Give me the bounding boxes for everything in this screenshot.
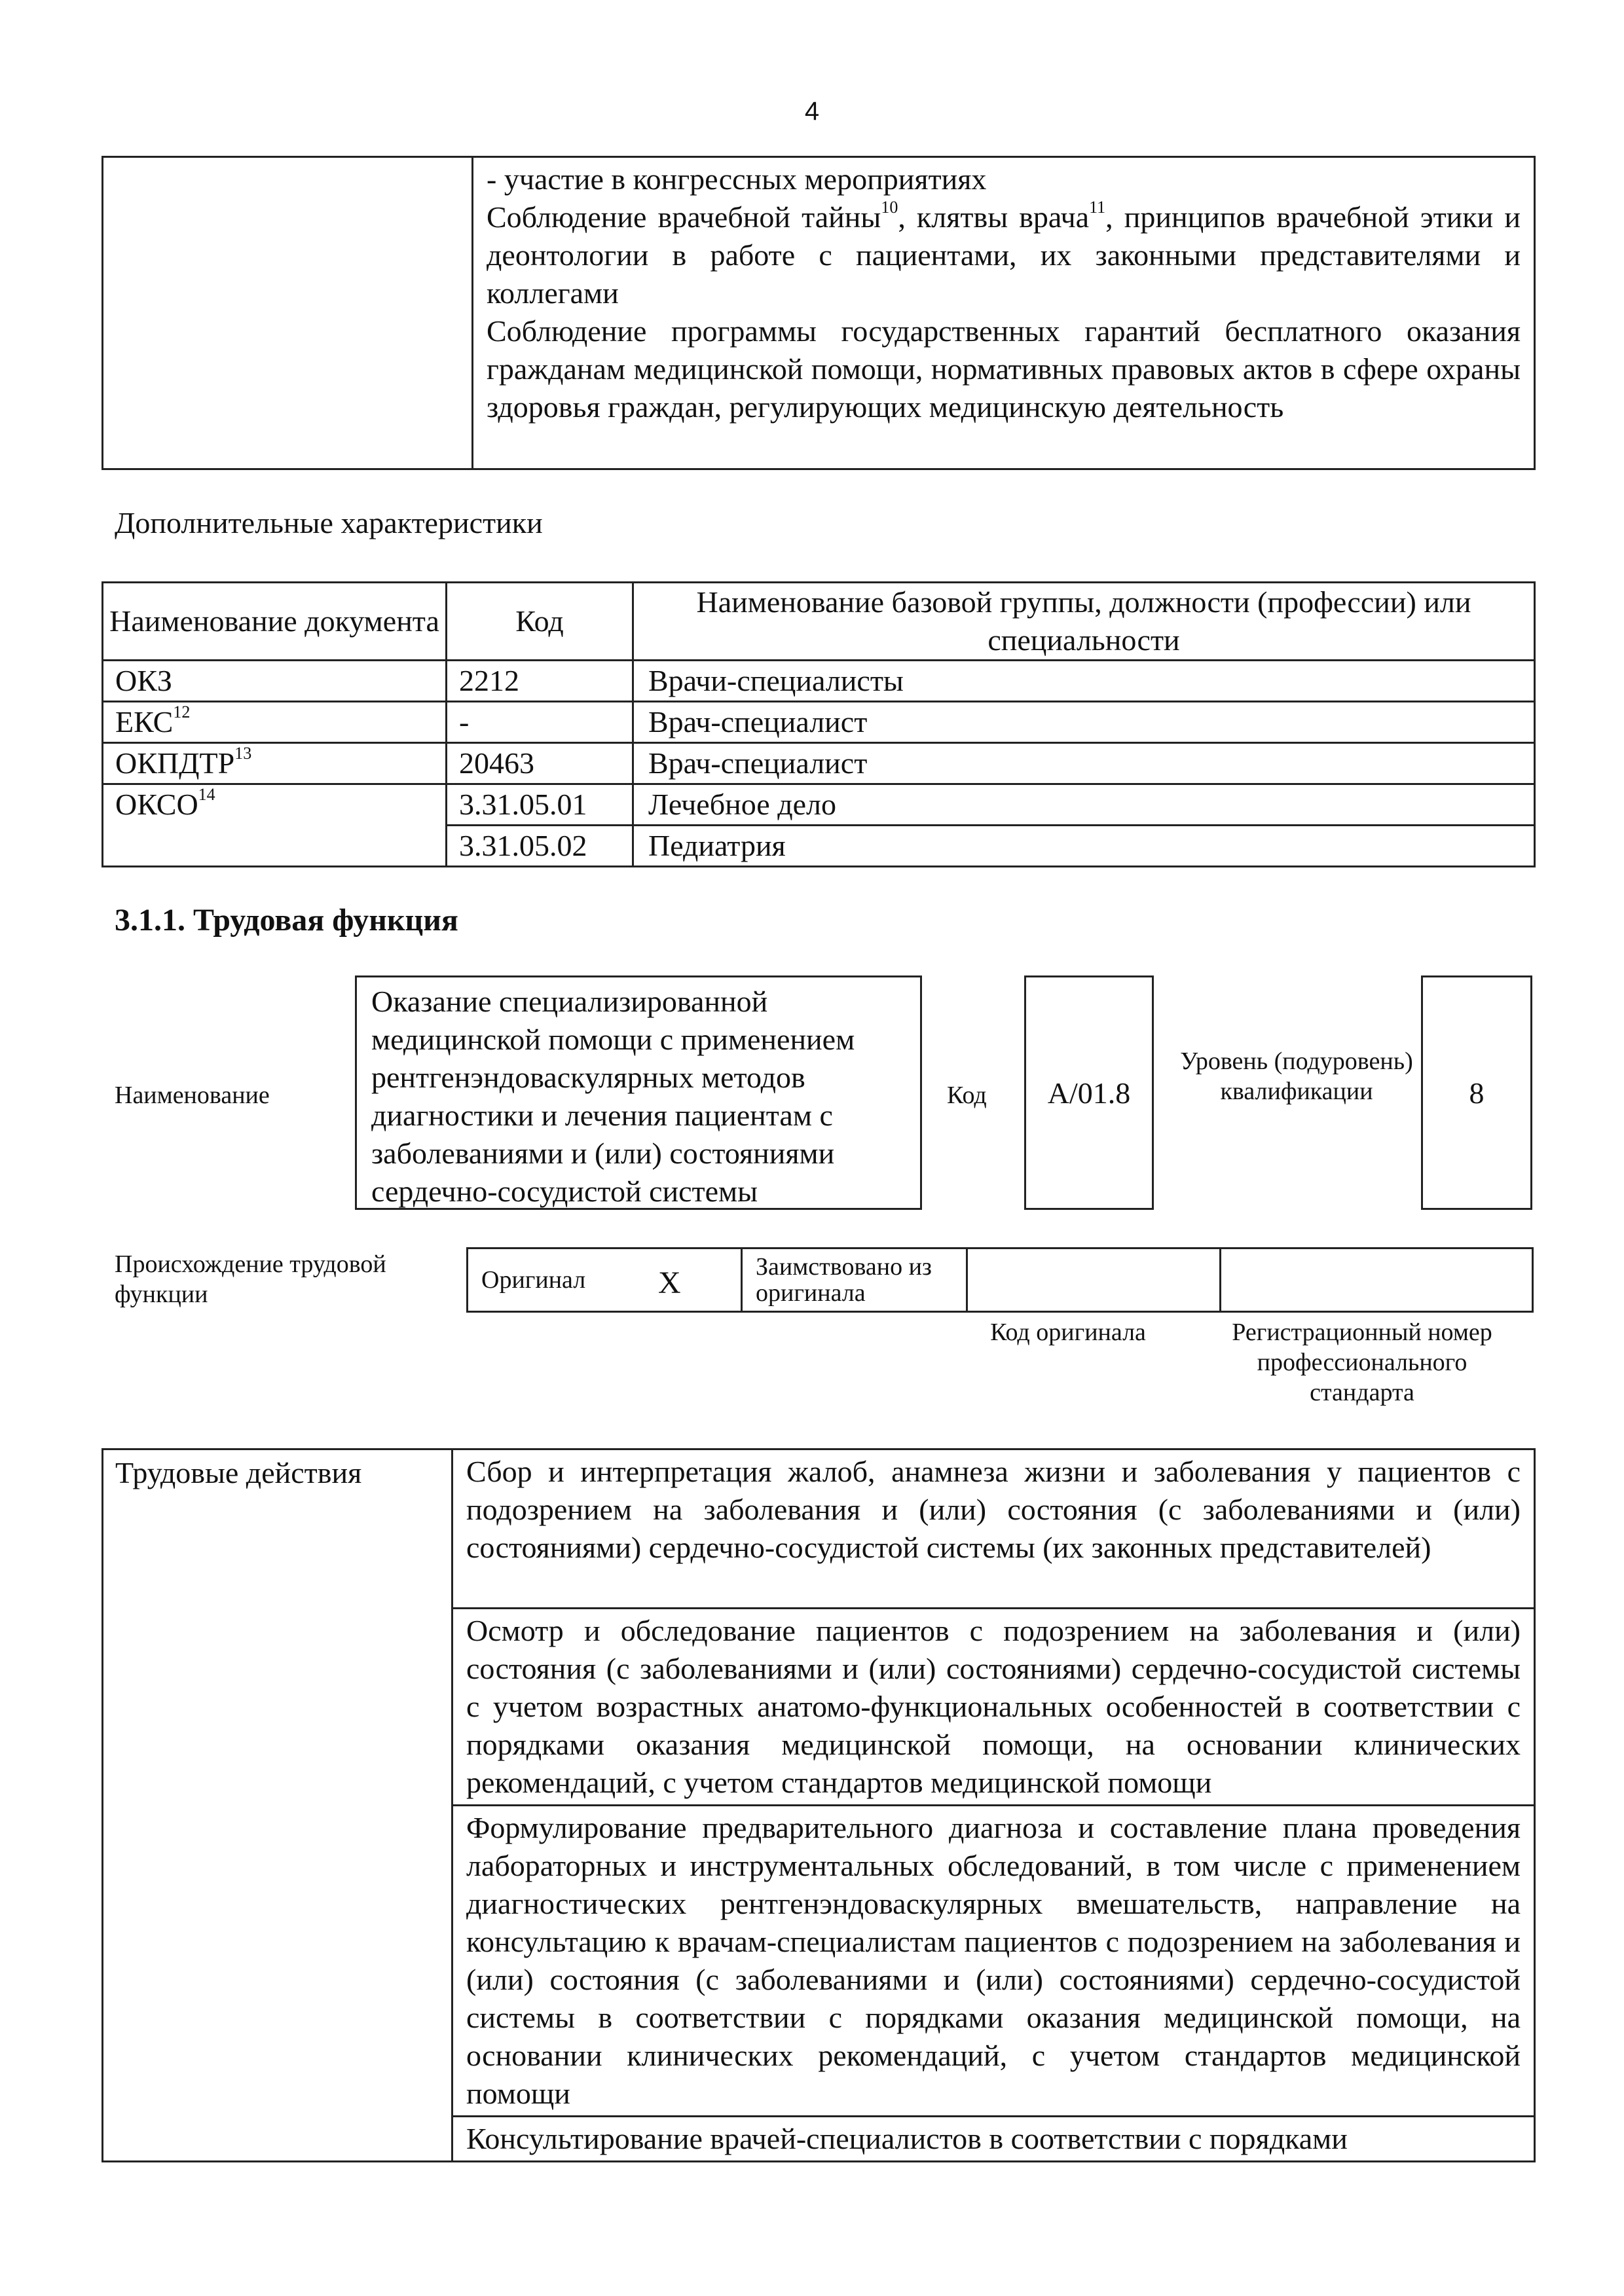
group-cell: Врач-специалист xyxy=(633,702,1535,743)
group-cell: Врачи-специалисты xyxy=(633,661,1535,702)
code-box xyxy=(1024,975,1154,1210)
orig-code-caption: Код оригинала xyxy=(990,1319,1146,1346)
page-number: 4 xyxy=(804,97,820,126)
original-label: Оригинал xyxy=(481,1266,586,1294)
list-item: Формулирование предварительного диагноза и составление плана проведения лабораторных и инструментальных обследований, в том числе с применением диагностических рентгенэндоваскулярных вмешательств, направление на консультацию к врачам-специалистам пациентов с подозрением на заболевания и (или) состояния (с заболеваниями и (или) состояниями) сердечно-сосудистой системы в соответствии с порядками оказания медицинской помощи, на основании клинических рекомендаций, с учетом стандартов медицинской помощи xyxy=(452,1806,1535,2117)
original-cell xyxy=(468,1248,742,1312)
col-header-group: Наименование базовой группы, должности (профессии) или специальности xyxy=(633,583,1535,661)
list-item: Осмотр и обследование пациентов с подозрением на заболевания и (или) состояния (с заболеваниями и (или) состояниями) сердечно-сосудистой системы с учетом возрастных анатомо-функциональных особенностей в соответствии с порядками оказания медицинской помощи, на основании клинических рекомендаций, с учетом стандартов медицинской помощи xyxy=(452,1609,1535,1806)
level-label: Уровень (подуровень) квалификации xyxy=(1180,1048,1413,1105)
table-row xyxy=(103,702,1535,743)
doc-cell: ОКСО$^{14}$ xyxy=(103,784,447,867)
level-box xyxy=(1421,975,1532,1210)
origin-label: Происхождение трудовой функции xyxy=(115,1250,386,1308)
actions-label-cell xyxy=(103,1449,452,2162)
actions-table xyxy=(101,1448,1536,2162)
doc-cell: ЕКС$^{12}$ xyxy=(103,702,447,743)
code-label: Код xyxy=(947,1082,987,1109)
additional-table xyxy=(101,581,1536,867)
borrowed-cell: Заимствовано из оригинала xyxy=(742,1248,967,1312)
group-cell: Педиатрия xyxy=(633,826,1535,867)
top-table xyxy=(101,156,1536,470)
top-table-left-cell xyxy=(103,157,473,469)
code-cell: - xyxy=(447,702,633,743)
additional-heading: Дополнительные характеристики xyxy=(115,506,543,539)
top-table-text-cell xyxy=(473,157,1535,469)
top-line-3: Соблюдение программы государственных гарантий бесплатного оказания гражданам медицинской помощи, нормативных правовых актов в сфере охраны здоровья граждан, регулирующих медицинскую деятельность xyxy=(487,314,1521,424)
top-line-1: - участие в конгрессных мероприятиях xyxy=(487,162,987,196)
code-cell: 3.31.05.01 xyxy=(447,784,633,826)
name-label: Наименование xyxy=(115,1082,270,1109)
function-heading: 3.1.1. Трудовая функция xyxy=(115,903,458,938)
group-cell: Лечебное дело xyxy=(633,784,1535,826)
function-name-value: Оказание специализированной медицинской помощи с применением рентгенэндоваскулярных методов диагностики и лечения пациентам с заболеваниями и (или) состояниями сердечно-сосудистой системы xyxy=(371,985,855,1208)
orig-code-cell xyxy=(967,1248,1221,1312)
reg-number-caption: Регистрационный номер профессионального стандарта xyxy=(1232,1319,1492,1406)
reg-number-cell xyxy=(1221,1248,1533,1312)
table-row xyxy=(103,661,1535,702)
code-value: А/01.8 xyxy=(1047,1076,1131,1110)
doc-cell: ОКПДТР$^{13}$ xyxy=(103,743,447,784)
code-cell: 20463 xyxy=(447,743,633,784)
level-value: 8 xyxy=(1469,1076,1485,1110)
table-row xyxy=(103,784,1535,826)
group-cell: Врач-специалист xyxy=(633,743,1535,784)
function-name-box xyxy=(355,975,922,1210)
table-row xyxy=(103,743,1535,784)
col-header-document: Наименование документа xyxy=(103,583,447,661)
top-line-2: Соблюдение врачебной тайны$^{10}$, клятвы врача$^{11}$, принципов врачебной этики и деонтологии в работе с пациентами, их законными представителями и коллегами xyxy=(487,197,1521,310)
code-cell: 2212 xyxy=(447,661,633,702)
doc-cell: ОКЗ xyxy=(103,661,447,702)
col-header-code: Код xyxy=(447,583,633,661)
origin-table xyxy=(466,1247,1534,1313)
list-item: Сбор и интерпретация жалоб, анамнеза жизни и заболевания у пациентов с подозрением на заболевания и (или) состояния (с заболеваниями и (или) состояниями) сердечно-сосудистой системы (их законных представителей) xyxy=(452,1449,1535,1609)
actions-label: Трудовые действия xyxy=(115,1456,362,1489)
code-cell: 3.31.05.02 xyxy=(447,826,633,867)
original-mark: Х xyxy=(658,1266,681,1300)
list-item: Консультирование врачей-специалистов в соответствии с порядками xyxy=(452,2117,1535,2162)
